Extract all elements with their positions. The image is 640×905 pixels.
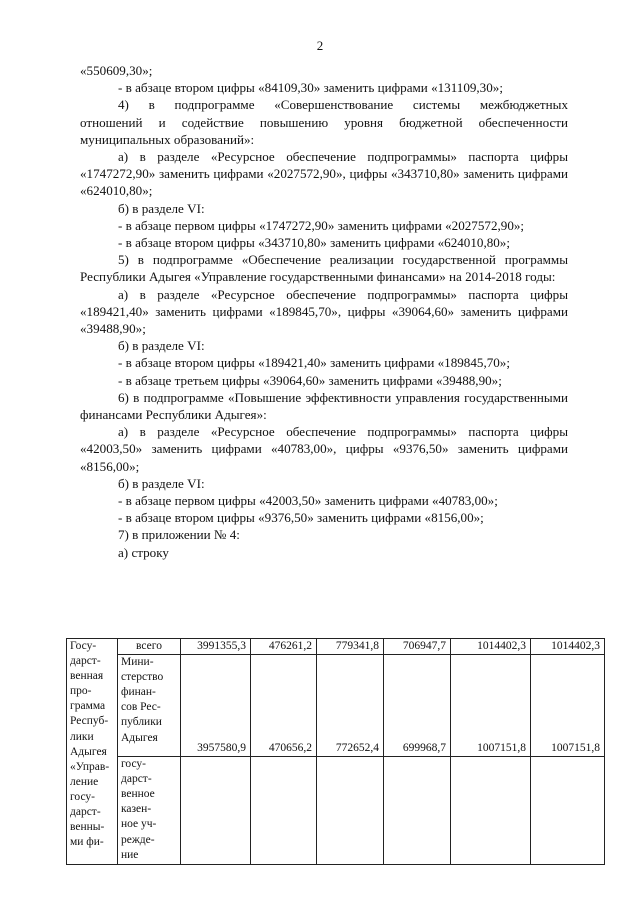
cell-line: сов Рес- — [121, 701, 161, 714]
cell-line: госу- — [70, 790, 95, 803]
paragraph: б) в разделе VI: — [118, 200, 205, 216]
page-number: 2 — [316, 38, 324, 53]
budget-table — [66, 638, 605, 865]
table-cell: 470656,2 — [251, 655, 317, 757]
paragraph: - в абзаце первом цифры «42003,50» заменить цифрами «40783,00»; — [118, 493, 498, 509]
cell-line: ное уч- — [121, 818, 157, 831]
paragraph: - в абзаце втором цифры «189421,40» заменить цифрами «189845,70»; — [118, 355, 510, 371]
cell-line: Адыгея — [70, 745, 107, 758]
table-row — [67, 639, 605, 655]
paragraph: 6) в подпрограмме «Повышение эффективности управления государственными финансами Республики Адыгея»: — [80, 389, 568, 423]
paragraph: отношений и содействие повышению уровня бюджетной обеспеченности — [80, 114, 568, 130]
paragraph: а) строку — [118, 544, 169, 560]
document-body — [80, 62, 568, 561]
table-cell — [531, 757, 605, 865]
cell-line: публики — [121, 716, 162, 729]
table-cell — [384, 757, 451, 865]
table-cell: 3991355,3 — [181, 639, 251, 655]
cell-line: режде- — [121, 833, 155, 846]
cell-line: грамма — [70, 700, 106, 713]
table-row — [67, 655, 605, 757]
table-cell — [251, 757, 317, 865]
cell-line: дарст- — [70, 655, 101, 668]
table-cell: 1007151,8 — [451, 655, 531, 757]
cell-line: лики — [70, 730, 94, 743]
cell-line: дарст- — [70, 806, 101, 819]
program-name — [70, 639, 114, 850]
row-label-institution — [118, 757, 181, 865]
table-cell: 699968,7 — [384, 655, 451, 757]
table-cell — [181, 757, 251, 865]
table-cell: 1014402,3 — [451, 639, 531, 655]
paragraph: - в абзаце третьем цифры «39064,60» заменить цифрами «39488,90»; — [118, 372, 502, 388]
paragraph: б) в разделе VI: — [118, 338, 205, 354]
cell-line: Респуб- — [70, 715, 109, 728]
cell-line: венны- — [70, 821, 105, 834]
table-cell: 779341,8 — [317, 639, 384, 655]
paragraph: муниципальных образований»: — [80, 131, 255, 147]
table-cell: 1007151,8 — [531, 655, 605, 757]
cell-line: венная — [70, 670, 104, 683]
paragraph: а) в разделе «Ресурсное обеспечение подпрограммы» паспорта цифры «1747272,90» заменить цифрами «2027572,90», цифры «343710,80» заменить цифрами «624010,80»; — [80, 149, 568, 199]
cell-line: дарст- — [121, 773, 152, 786]
cell-line: венное — [121, 788, 155, 801]
table-cell — [451, 757, 531, 865]
paragraph: - в абзаце втором цифры «343710,80» заменить цифрами «624010,80»; — [118, 235, 510, 251]
cell-line: финан- — [121, 686, 156, 699]
cell-line: ние — [121, 848, 139, 861]
table-cell — [317, 757, 384, 865]
cell-line: ми фи- — [70, 836, 104, 849]
paragraph: 5) в подпрограмме «Обеспечение реализации государственной программы Республики Адыгея «Управление государственными финансами» на 2014-2018 годы: — [80, 252, 568, 285]
paragraph: а) в разделе «Ресурсное обеспечение подпрограммы» паспорта цифры «42003,50» заменить цифрами «40783,00», цифры «9376,50» заменить цифрами «8156,00»; — [80, 424, 568, 474]
cell-line: Мини- — [121, 656, 154, 669]
table-cell: 3957580,9 — [181, 655, 251, 757]
cell-line: Госу- — [70, 640, 97, 652]
cell-line: казен- — [121, 803, 152, 816]
table-row — [67, 757, 605, 865]
paragraph: - в абзаце втором цифры «84109,30» заменить цифрами «131109,30»; — [118, 80, 503, 96]
table-cell: 1014402,3 — [531, 639, 605, 655]
table-cell: 772652,4 — [317, 655, 384, 757]
table-cell: 476261,2 — [251, 639, 317, 655]
paragraph: а) в разделе «Ресурсное обеспечение подпрограммы» паспорта цифры «189421,40» заменить цифрами «189845,70», цифры «39064,60» заменить цифрами «39488,90»; — [80, 286, 568, 337]
paragraph: 7) в приложении № 4: — [118, 527, 240, 543]
cell-line: госу- — [121, 758, 146, 771]
paragraph: - в абзаце втором цифры «9376,50» заменить цифрами «8156,00»; — [118, 510, 484, 526]
program-name-cell — [67, 639, 118, 865]
cell-line: Адыгея — [121, 731, 158, 744]
cell-line: «Управ- — [70, 760, 110, 773]
paragraph: «550609,30»; — [80, 63, 153, 78]
cell-line: ление — [70, 775, 99, 788]
cell-line: стерство — [121, 671, 164, 684]
paragraph: - в абзаце первом цифры «1747272,90» заменить цифрами «2027572,90»; — [118, 217, 525, 233]
row-label-total: всего — [118, 639, 181, 655]
row-label-ministry — [118, 655, 181, 757]
paragraph: 4) в подпрограмме «Совершенствование системы межбюджетных — [118, 97, 568, 113]
paragraph: б) в разделе VI: — [118, 475, 205, 491]
cell-line: про- — [70, 685, 92, 698]
table-cell: 706947,7 — [384, 639, 451, 655]
